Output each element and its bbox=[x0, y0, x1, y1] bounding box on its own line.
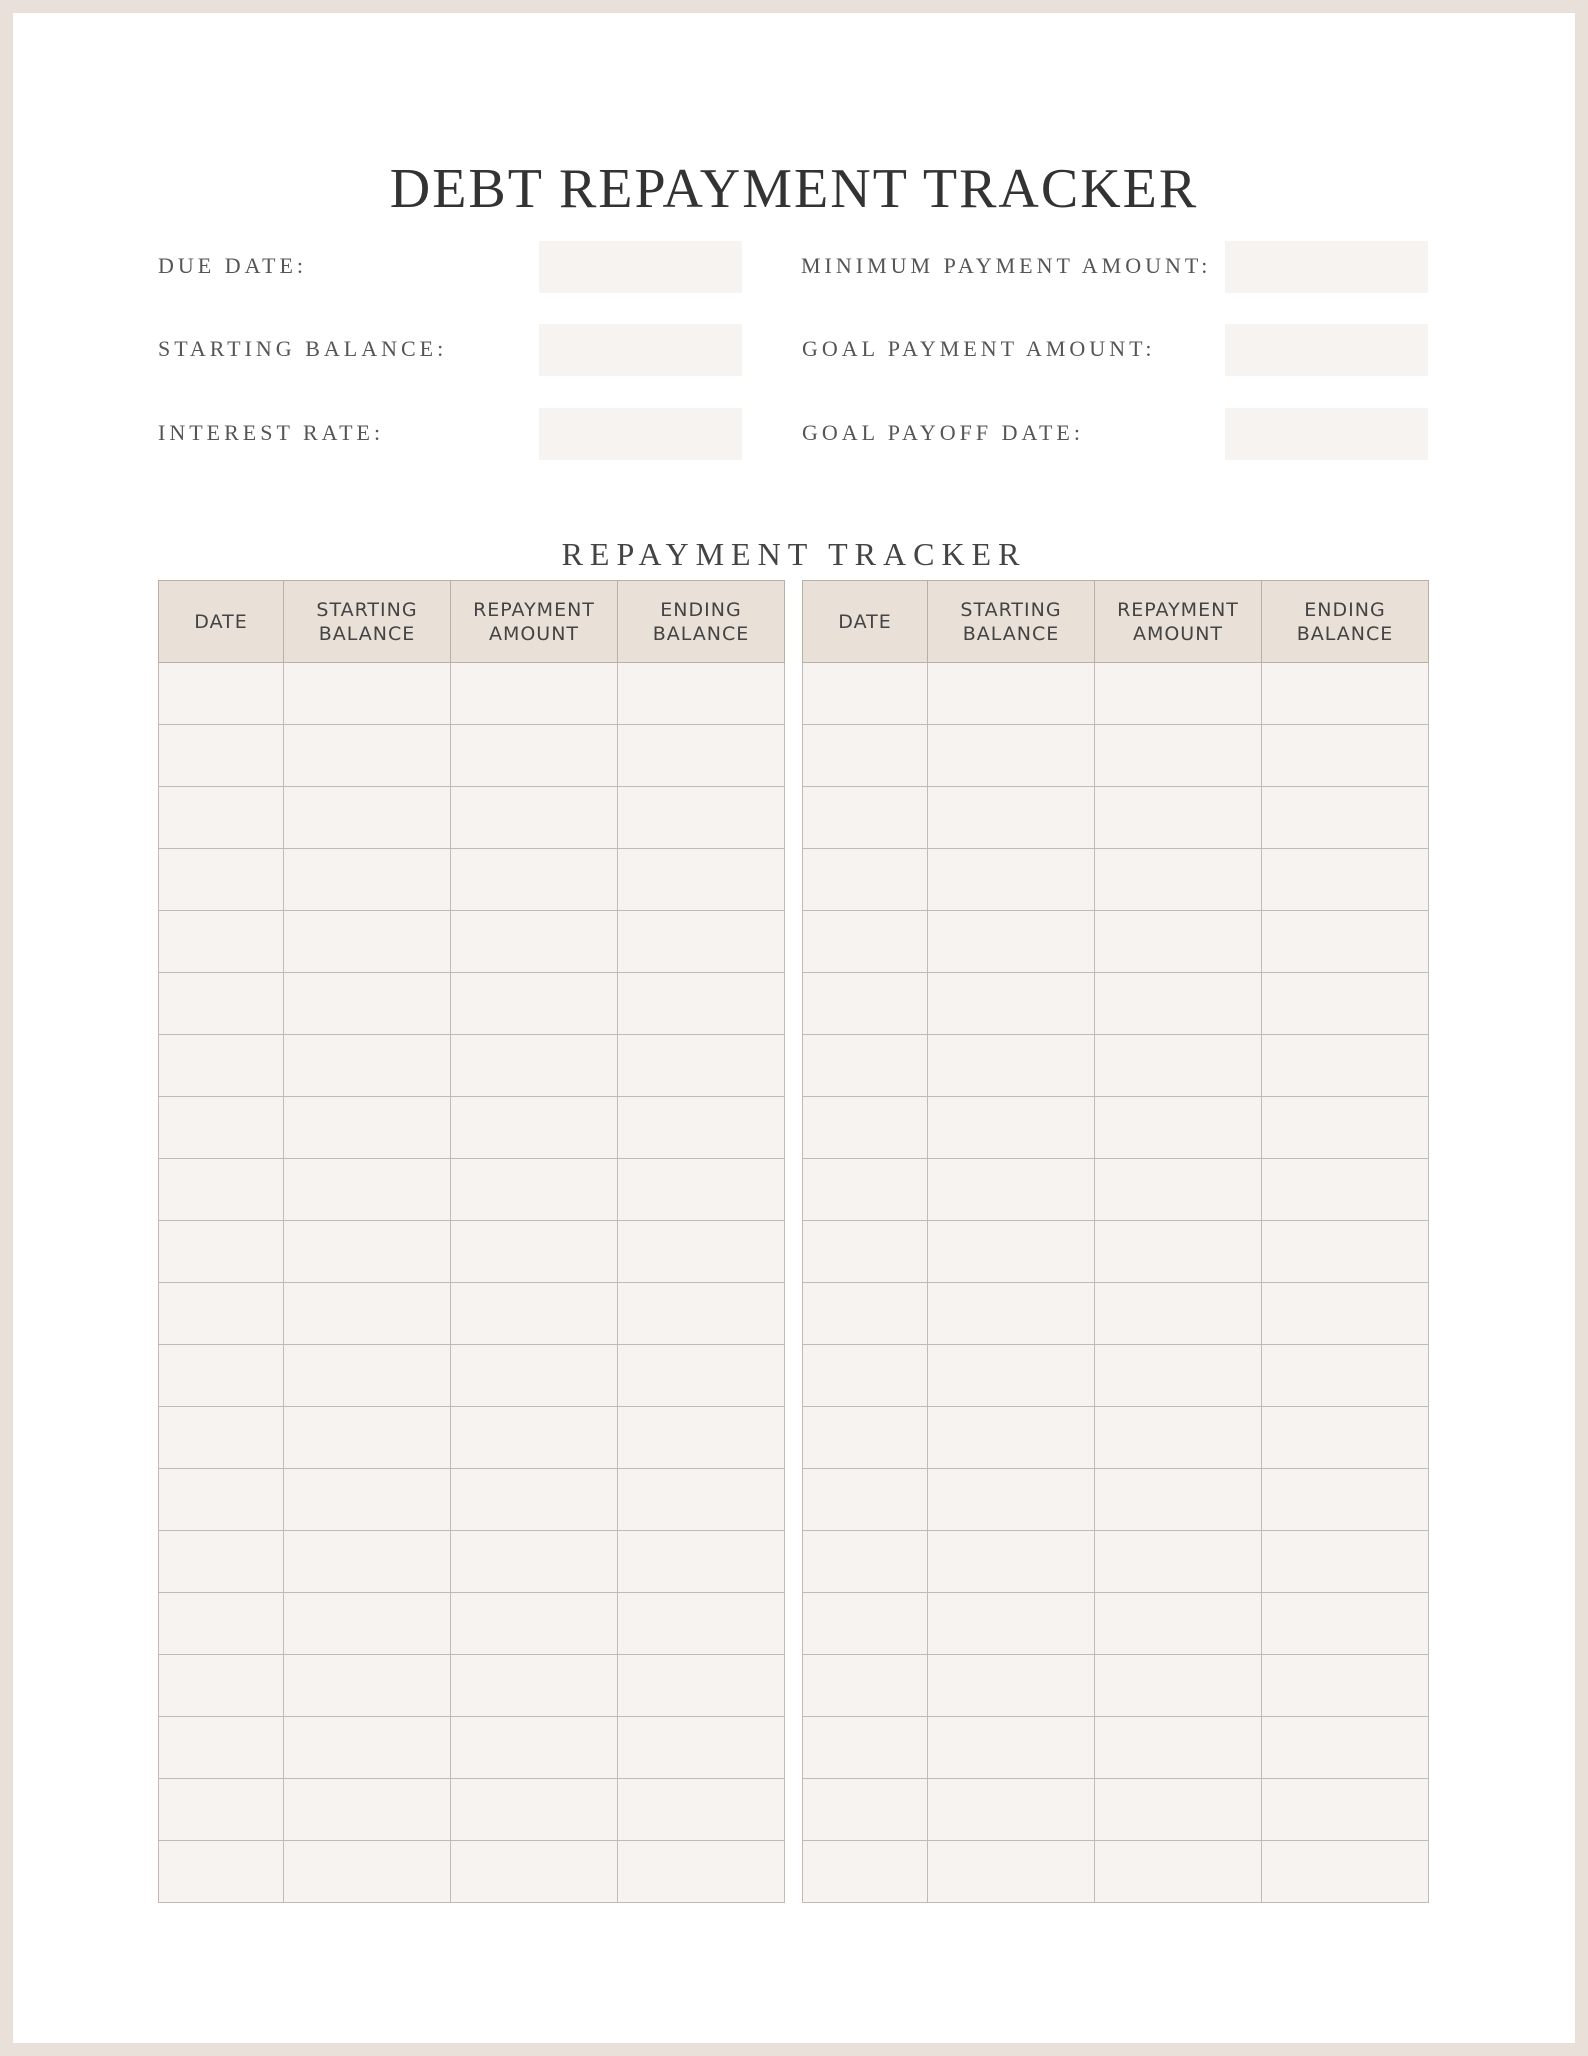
table-row bbox=[803, 1097, 1429, 1159]
col-header-text-line2: AMOUNT bbox=[1132, 622, 1224, 645]
table-row bbox=[159, 1841, 785, 1903]
repayment-amount-cell[interactable] bbox=[451, 1841, 618, 1903]
repayment-amount-cell[interactable] bbox=[451, 849, 618, 911]
ending-balance-cell[interactable] bbox=[618, 1221, 785, 1283]
date-cell[interactable] bbox=[159, 1655, 284, 1717]
ending-balance-cell[interactable] bbox=[1262, 1283, 1429, 1345]
starting-balance-cell[interactable] bbox=[284, 1407, 451, 1469]
table-row bbox=[803, 1841, 1429, 1903]
repayment-amount-cell[interactable] bbox=[1095, 1407, 1262, 1469]
repayment-amount-cell[interactable] bbox=[451, 1593, 618, 1655]
col-header-text-line2: BALANCE bbox=[1296, 622, 1394, 645]
date-cell[interactable] bbox=[159, 725, 284, 787]
repayment-amount-cell[interactable] bbox=[1095, 1221, 1262, 1283]
table-row bbox=[159, 1097, 785, 1159]
repayment-amount-cell[interactable] bbox=[1095, 787, 1262, 849]
repayment-amount-cell[interactable] bbox=[1095, 1345, 1262, 1407]
table-row bbox=[803, 1345, 1429, 1407]
date-cell[interactable] bbox=[803, 849, 928, 911]
starting-balance-cell[interactable] bbox=[284, 725, 451, 787]
date-cell[interactable] bbox=[803, 1531, 928, 1593]
date-cell[interactable] bbox=[803, 1221, 928, 1283]
table-row bbox=[159, 1283, 785, 1345]
ending-balance-cell[interactable] bbox=[618, 849, 785, 911]
repayment-amount-cell[interactable] bbox=[451, 1159, 618, 1221]
ending-balance-cell[interactable] bbox=[1262, 1717, 1429, 1779]
starting-balance-cell[interactable] bbox=[284, 973, 451, 1035]
col-header-starting-balance bbox=[284, 581, 451, 663]
table-row bbox=[159, 1469, 785, 1531]
col-header-text-line1: STARTING bbox=[960, 598, 1062, 621]
page-title: DEBT REPAYMENT TRACKER bbox=[389, 158, 1199, 220]
repayment-amount-cell[interactable] bbox=[1095, 1531, 1262, 1593]
starting-balance-cell[interactable] bbox=[928, 1717, 1095, 1779]
table-row bbox=[803, 1283, 1429, 1345]
ending-balance-cell[interactable] bbox=[1262, 1531, 1429, 1593]
minimum-payment-amount-field[interactable] bbox=[1225, 241, 1428, 293]
tracker-table-right bbox=[802, 580, 1429, 1903]
date-cell[interactable] bbox=[803, 911, 928, 973]
table-row bbox=[803, 1593, 1429, 1655]
tracker-table-left bbox=[158, 580, 785, 1903]
col-header-text-line2: AMOUNT bbox=[488, 622, 580, 645]
repayment-amount-cell[interactable] bbox=[451, 1221, 618, 1283]
repayment-amount-cell[interactable] bbox=[451, 911, 618, 973]
ending-balance-cell[interactable] bbox=[1262, 1345, 1429, 1407]
table-row bbox=[803, 1717, 1429, 1779]
table-row bbox=[803, 1159, 1429, 1221]
date-cell[interactable] bbox=[803, 1841, 928, 1903]
col-header-text-line1: ENDING bbox=[1304, 598, 1386, 621]
due-date-label: DUE DATE: bbox=[158, 253, 308, 278]
ending-balance-cell[interactable] bbox=[618, 973, 785, 1035]
ending-balance-cell[interactable] bbox=[1262, 849, 1429, 911]
table-row bbox=[803, 1221, 1429, 1283]
repayment-amount-cell[interactable] bbox=[451, 1035, 618, 1097]
goal-payoff-date-field[interactable] bbox=[1225, 408, 1428, 460]
table-row bbox=[159, 663, 785, 725]
table-row bbox=[803, 1469, 1429, 1531]
starting-balance-cell[interactable] bbox=[928, 1345, 1095, 1407]
col-header-date bbox=[803, 581, 928, 663]
repayment-amount-cell[interactable] bbox=[451, 973, 618, 1035]
starting-balance-cell[interactable] bbox=[284, 1841, 451, 1903]
col-header-text-line1: REPAYMENT bbox=[1117, 598, 1239, 621]
repayment-amount-cell[interactable] bbox=[1095, 1655, 1262, 1717]
interest-rate-field[interactable] bbox=[539, 408, 742, 460]
ending-balance-cell[interactable] bbox=[1262, 1159, 1429, 1221]
starting-balance-cell[interactable] bbox=[928, 1593, 1095, 1655]
ending-balance-cell[interactable] bbox=[1262, 973, 1429, 1035]
table-row bbox=[803, 663, 1429, 725]
ending-balance-cell[interactable] bbox=[1262, 1593, 1429, 1655]
table-row bbox=[159, 1717, 785, 1779]
starting-balance-cell[interactable] bbox=[284, 1717, 451, 1779]
starting-balance-cell[interactable] bbox=[284, 1035, 451, 1097]
repayment-amount-cell[interactable] bbox=[451, 1407, 618, 1469]
ending-balance-cell[interactable] bbox=[618, 1779, 785, 1841]
starting-balance-cell[interactable] bbox=[928, 1283, 1095, 1345]
starting-balance-cell[interactable] bbox=[928, 725, 1095, 787]
date-cell[interactable] bbox=[803, 1159, 928, 1221]
date-cell[interactable] bbox=[159, 1407, 284, 1469]
section-title: REPAYMENT TRACKER bbox=[561, 536, 1027, 572]
repayment-amount-cell[interactable] bbox=[451, 1345, 618, 1407]
col-header-starting-balance bbox=[928, 581, 1095, 663]
date-cell[interactable] bbox=[159, 849, 284, 911]
table-row bbox=[159, 1779, 785, 1841]
starting-balance-cell[interactable] bbox=[928, 849, 1095, 911]
table-row bbox=[159, 973, 785, 1035]
goal-payoff-date-label: GOAL PAYOFF DATE: bbox=[802, 420, 1084, 445]
minimum-payment-amount-label: MINIMUM PAYMENT AMOUNT: bbox=[801, 253, 1212, 278]
table-row bbox=[159, 911, 785, 973]
starting-balance-cell[interactable] bbox=[928, 1779, 1095, 1841]
ending-balance-cell[interactable] bbox=[1262, 1221, 1429, 1283]
table-row bbox=[803, 911, 1429, 973]
date-cell[interactable] bbox=[803, 1283, 928, 1345]
ending-balance-cell[interactable] bbox=[618, 725, 785, 787]
starting-balance-cell[interactable] bbox=[284, 1531, 451, 1593]
col-header-date bbox=[159, 581, 284, 663]
starting-balance-cell[interactable] bbox=[284, 849, 451, 911]
starting-balance-cell[interactable] bbox=[928, 1221, 1095, 1283]
ending-balance-cell[interactable] bbox=[1262, 911, 1429, 973]
table-row bbox=[803, 849, 1429, 911]
starting-balance-cell[interactable] bbox=[284, 1655, 451, 1717]
ending-balance-cell[interactable] bbox=[618, 787, 785, 849]
ending-balance-cell[interactable] bbox=[1262, 1841, 1429, 1903]
starting-balance-cell[interactable] bbox=[928, 1407, 1095, 1469]
starting-balance-cell[interactable] bbox=[928, 1035, 1095, 1097]
starting-balance-cell[interactable] bbox=[928, 1159, 1095, 1221]
repayment-amount-cell[interactable] bbox=[1095, 1779, 1262, 1841]
starting-balance-cell[interactable] bbox=[928, 1531, 1095, 1593]
table-row bbox=[803, 787, 1429, 849]
table-row bbox=[159, 1407, 785, 1469]
repayment-amount-cell[interactable] bbox=[451, 1655, 618, 1717]
tracker-table-body bbox=[159, 663, 785, 1903]
starting-balance-cell[interactable] bbox=[928, 1469, 1095, 1531]
col-header-text-line2: BALANCE bbox=[652, 622, 750, 645]
col-header-text-line2: BALANCE bbox=[318, 622, 416, 645]
starting-balance-cell[interactable] bbox=[284, 663, 451, 725]
date-cell[interactable] bbox=[803, 1717, 928, 1779]
goal-payment-amount-field[interactable] bbox=[1225, 324, 1428, 376]
repayment-amount-cell[interactable] bbox=[1095, 911, 1262, 973]
repayment-amount-cell[interactable] bbox=[1095, 1717, 1262, 1779]
ending-balance-cell[interactable] bbox=[618, 1159, 785, 1221]
date-cell[interactable] bbox=[159, 1531, 284, 1593]
ending-balance-cell[interactable] bbox=[1262, 787, 1429, 849]
starting-balance-cell[interactable] bbox=[928, 1841, 1095, 1903]
starting-balance-label: STARTING BALANCE: bbox=[158, 336, 448, 361]
starting-balance-cell[interactable] bbox=[928, 1655, 1095, 1717]
starting-balance-cell[interactable] bbox=[284, 1097, 451, 1159]
repayment-amount-cell[interactable] bbox=[451, 1779, 618, 1841]
table-row bbox=[159, 725, 785, 787]
repayment-amount-cell[interactable] bbox=[1095, 1593, 1262, 1655]
repayment-amount-cell[interactable] bbox=[451, 1097, 618, 1159]
starting-balance-cell[interactable] bbox=[928, 973, 1095, 1035]
table-row bbox=[159, 1593, 785, 1655]
table-row bbox=[159, 1345, 785, 1407]
date-cell[interactable] bbox=[159, 1717, 284, 1779]
starting-balance-cell[interactable] bbox=[928, 1097, 1095, 1159]
table-row bbox=[803, 973, 1429, 1035]
starting-balance-cell[interactable] bbox=[284, 911, 451, 973]
table-row bbox=[803, 1035, 1429, 1097]
starting-balance-cell[interactable] bbox=[284, 1779, 451, 1841]
goal-payment-amount-label: GOAL PAYMENT AMOUNT: bbox=[802, 336, 1156, 361]
table-row bbox=[803, 1655, 1429, 1717]
col-header-text-line1: REPAYMENT bbox=[473, 598, 595, 621]
date-cell[interactable] bbox=[803, 663, 928, 725]
date-cell[interactable] bbox=[159, 1035, 284, 1097]
repayment-amount-cell[interactable] bbox=[451, 1717, 618, 1779]
ending-balance-cell[interactable] bbox=[1262, 725, 1429, 787]
table-row bbox=[159, 787, 785, 849]
col-header-repayment-amount bbox=[451, 581, 618, 663]
repayment-amount-cell[interactable] bbox=[451, 1531, 618, 1593]
table-row bbox=[159, 1531, 785, 1593]
table-row bbox=[159, 1221, 785, 1283]
repayment-amount-cell[interactable] bbox=[451, 725, 618, 787]
col-header-text-line1: ENDING bbox=[660, 598, 742, 621]
col-header-repayment-amount bbox=[1095, 581, 1262, 663]
ending-balance-cell[interactable] bbox=[1262, 1035, 1429, 1097]
ending-balance-cell[interactable] bbox=[618, 911, 785, 973]
ending-balance-cell[interactable] bbox=[618, 1593, 785, 1655]
interest-rate-label: INTEREST RATE: bbox=[158, 420, 385, 445]
starting-balance-cell[interactable] bbox=[284, 787, 451, 849]
repayment-amount-cell[interactable] bbox=[1095, 1097, 1262, 1159]
repayment-amount-cell[interactable] bbox=[1095, 1841, 1262, 1903]
date-cell[interactable] bbox=[159, 1593, 284, 1655]
date-cell[interactable] bbox=[159, 1283, 284, 1345]
table-row bbox=[159, 1159, 785, 1221]
starting-balance-cell[interactable] bbox=[284, 1593, 451, 1655]
due-date-field[interactable] bbox=[539, 241, 742, 293]
ending-balance-cell[interactable] bbox=[1262, 1779, 1429, 1841]
ending-balance-cell[interactable] bbox=[1262, 1469, 1429, 1531]
date-cell[interactable] bbox=[803, 1035, 928, 1097]
date-cell[interactable] bbox=[803, 1593, 928, 1655]
starting-balance-cell[interactable] bbox=[928, 787, 1095, 849]
ending-balance-cell[interactable] bbox=[618, 663, 785, 725]
starting-balance-cell[interactable] bbox=[284, 1469, 451, 1531]
ending-balance-cell[interactable] bbox=[618, 1283, 785, 1345]
ending-balance-cell[interactable] bbox=[1262, 1655, 1429, 1717]
ending-balance-cell[interactable] bbox=[1262, 1407, 1429, 1469]
repayment-amount-cell[interactable] bbox=[1095, 1469, 1262, 1531]
tracker-page bbox=[13, 13, 1575, 2043]
date-cell[interactable] bbox=[159, 1779, 284, 1841]
starting-balance-field[interactable] bbox=[539, 324, 742, 376]
repayment-amount-cell[interactable] bbox=[1095, 1159, 1262, 1221]
repayment-amount-cell[interactable] bbox=[451, 663, 618, 725]
ending-balance-cell[interactable] bbox=[618, 1841, 785, 1903]
date-cell[interactable] bbox=[803, 973, 928, 1035]
table-row bbox=[159, 1035, 785, 1097]
starting-balance-cell[interactable] bbox=[928, 911, 1095, 973]
date-cell[interactable] bbox=[803, 1407, 928, 1469]
ending-balance-cell[interactable] bbox=[1262, 663, 1429, 725]
table-header-row bbox=[803, 581, 1429, 663]
repayment-amount-cell[interactable] bbox=[451, 1469, 618, 1531]
starting-balance-cell[interactable] bbox=[284, 1159, 451, 1221]
date-cell[interactable] bbox=[159, 911, 284, 973]
repayment-amount-cell[interactable] bbox=[451, 787, 618, 849]
ending-balance-cell[interactable] bbox=[618, 1345, 785, 1407]
date-cell[interactable] bbox=[803, 1655, 928, 1717]
col-header-text-line1: STARTING bbox=[316, 598, 418, 621]
ending-balance-cell[interactable] bbox=[618, 1531, 785, 1593]
repayment-amount-cell[interactable] bbox=[1095, 1283, 1262, 1345]
col-header-ending-balance bbox=[1262, 581, 1429, 663]
date-cell[interactable] bbox=[159, 1841, 284, 1903]
ending-balance-cell[interactable] bbox=[618, 1097, 785, 1159]
starting-balance-cell[interactable] bbox=[928, 663, 1095, 725]
table-row bbox=[803, 725, 1429, 787]
col-header-date-text: DATE bbox=[194, 610, 248, 633]
col-header-date-text: DATE bbox=[838, 610, 892, 633]
date-cell[interactable] bbox=[803, 1097, 928, 1159]
date-cell[interactable] bbox=[803, 1469, 928, 1531]
date-cell[interactable] bbox=[159, 787, 284, 849]
date-cell[interactable] bbox=[159, 1345, 284, 1407]
date-cell[interactable] bbox=[803, 1345, 928, 1407]
ending-balance-cell[interactable] bbox=[618, 1407, 785, 1469]
date-cell[interactable] bbox=[159, 1097, 284, 1159]
date-cell[interactable] bbox=[159, 663, 284, 725]
date-cell[interactable] bbox=[159, 1159, 284, 1221]
date-cell[interactable] bbox=[803, 1779, 928, 1841]
ending-balance-cell[interactable] bbox=[618, 1655, 785, 1717]
repayment-amount-cell[interactable] bbox=[451, 1283, 618, 1345]
repayment-amount-cell[interactable] bbox=[1095, 973, 1262, 1035]
col-header-ending-balance bbox=[618, 581, 785, 663]
table-header-row bbox=[159, 581, 785, 663]
date-cell[interactable] bbox=[159, 1221, 284, 1283]
date-cell[interactable] bbox=[159, 1469, 284, 1531]
date-cell[interactable] bbox=[159, 973, 284, 1035]
tracker-table-body bbox=[803, 663, 1429, 1903]
table-row bbox=[803, 1407, 1429, 1469]
ending-balance-cell[interactable] bbox=[618, 1035, 785, 1097]
repayment-amount-cell[interactable] bbox=[1095, 663, 1262, 725]
ending-balance-cell[interactable] bbox=[1262, 1097, 1429, 1159]
table-row bbox=[159, 1655, 785, 1717]
table-row bbox=[159, 849, 785, 911]
ending-balance-cell[interactable] bbox=[618, 1469, 785, 1531]
table-row bbox=[803, 1531, 1429, 1593]
repayment-amount-cell[interactable] bbox=[1095, 1035, 1262, 1097]
table-row bbox=[803, 1779, 1429, 1841]
repayment-amount-cell[interactable] bbox=[1095, 849, 1262, 911]
ending-balance-cell[interactable] bbox=[618, 1717, 785, 1779]
date-cell[interactable] bbox=[803, 787, 928, 849]
col-header-text-line2: BALANCE bbox=[962, 622, 1060, 645]
starting-balance-cell[interactable] bbox=[284, 1345, 451, 1407]
starting-balance-cell[interactable] bbox=[284, 1283, 451, 1345]
date-cell[interactable] bbox=[803, 725, 928, 787]
repayment-amount-cell[interactable] bbox=[1095, 725, 1262, 787]
starting-balance-cell[interactable] bbox=[284, 1221, 451, 1283]
